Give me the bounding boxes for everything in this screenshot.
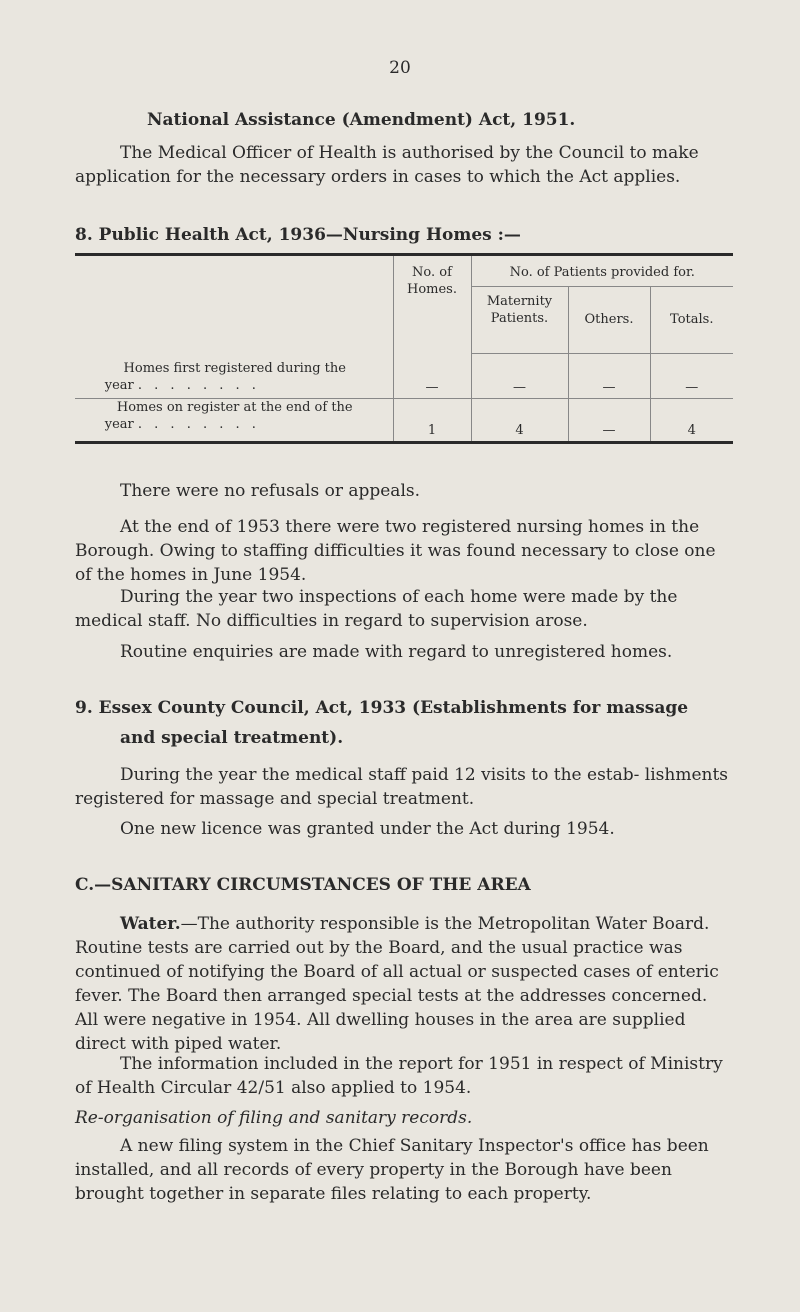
paragraph-circular: The information included in the report for 1951 in respect of Ministry of Health Circular 42/51 also applied to 1954. [75, 1054, 723, 1098]
paragraph-visits: During the year the medical staff paid 12 visits to the estab- lishments registered for massage and special treatment. [75, 765, 729, 809]
section-9-heading-line2: and special treatment). [120, 728, 344, 748]
table-row-label: Homes on register at the end of the year . . . . . . . . [104, 399, 353, 432]
col-header-others: Others. [568, 287, 650, 354]
table-corner [75, 255, 393, 354]
paragraph-licence: One new licence was granted under the Act during 1954. [120, 819, 615, 839]
nursing-homes-table [75, 253, 733, 444]
table-cell-homes: 1 [393, 398, 471, 442]
table-cell-maternity: — [471, 354, 568, 399]
paragraph-filing: A new filing system in the Chief Sanitary Inspector's office has been installed, and all records of every property in the Borough have been brought together in separate files relating to each property. [75, 1136, 709, 1204]
page-number: 20 [389, 58, 411, 78]
table-row-label: Homes first registered during the year . . . . . . . . [75, 354, 393, 399]
col-header-maternity: Maternity Patients. [471, 287, 568, 354]
col-header-patients-group: No. of Patients provided for. [471, 255, 733, 287]
national-assistance-text: The Medical Officer of Health is authorised by the Council to make application for the necessary orders in cases to which the Act applies. [75, 143, 699, 187]
table-cell-totals: 4 [650, 398, 733, 442]
paragraph-refusals: There were no refusals or appeals. [120, 481, 421, 501]
table-cell-maternity: 4 [471, 398, 568, 442]
water-text: —The authority responsible is the Metropolitan Water Board. Routine tests are carried out by the Board, and the usual practice was continued of notifying the Board of all actual or suspected cases of enteric fever. The Board then arranged special tests at the addresses concerned. All were negative in 1954. All dwelling houses in the area are supplied direct with piped water. [75, 914, 719, 1054]
water-label: Water. [120, 914, 181, 934]
paragraph-enquiries: Routine enquiries are made with regard to unregistered homes. [120, 642, 673, 662]
section-c-heading: C.—SANITARY CIRCUMSTANCES OF THE AREA [75, 875, 531, 895]
table-cell-totals: — [650, 354, 733, 399]
table-cell-homes: — [393, 354, 471, 399]
paragraph-water [75, 912, 730, 1056]
paragraph-registered-homes: At the end of 1953 there were two registered nursing homes in the Borough. Owing to staffing difficulties it was found necessary to close one of the homes in June 1954. [75, 517, 716, 585]
col-header-totals: Totals. [650, 287, 733, 354]
reorganisation-heading: Re-organisation of filing and sanitary records. [75, 1108, 473, 1128]
section-8-heading: 8. Public Health Act, 1936—Nursing Homes :— [75, 225, 521, 245]
national-assistance-heading: National Assistance (Amendment) Act, 1951. [147, 110, 576, 130]
section-9-heading-line1: 9. Essex County Council, Act, 1933 (Establishments for massage [75, 698, 689, 718]
col-header-homes: No. of Homes. [393, 255, 471, 354]
table-cell-others: — [568, 398, 650, 442]
table-cell-others: — [568, 354, 650, 399]
paragraph-inspections: During the year two inspections of each home were made by the medical staff. No difficulties in regard to supervision arose. [75, 587, 678, 631]
